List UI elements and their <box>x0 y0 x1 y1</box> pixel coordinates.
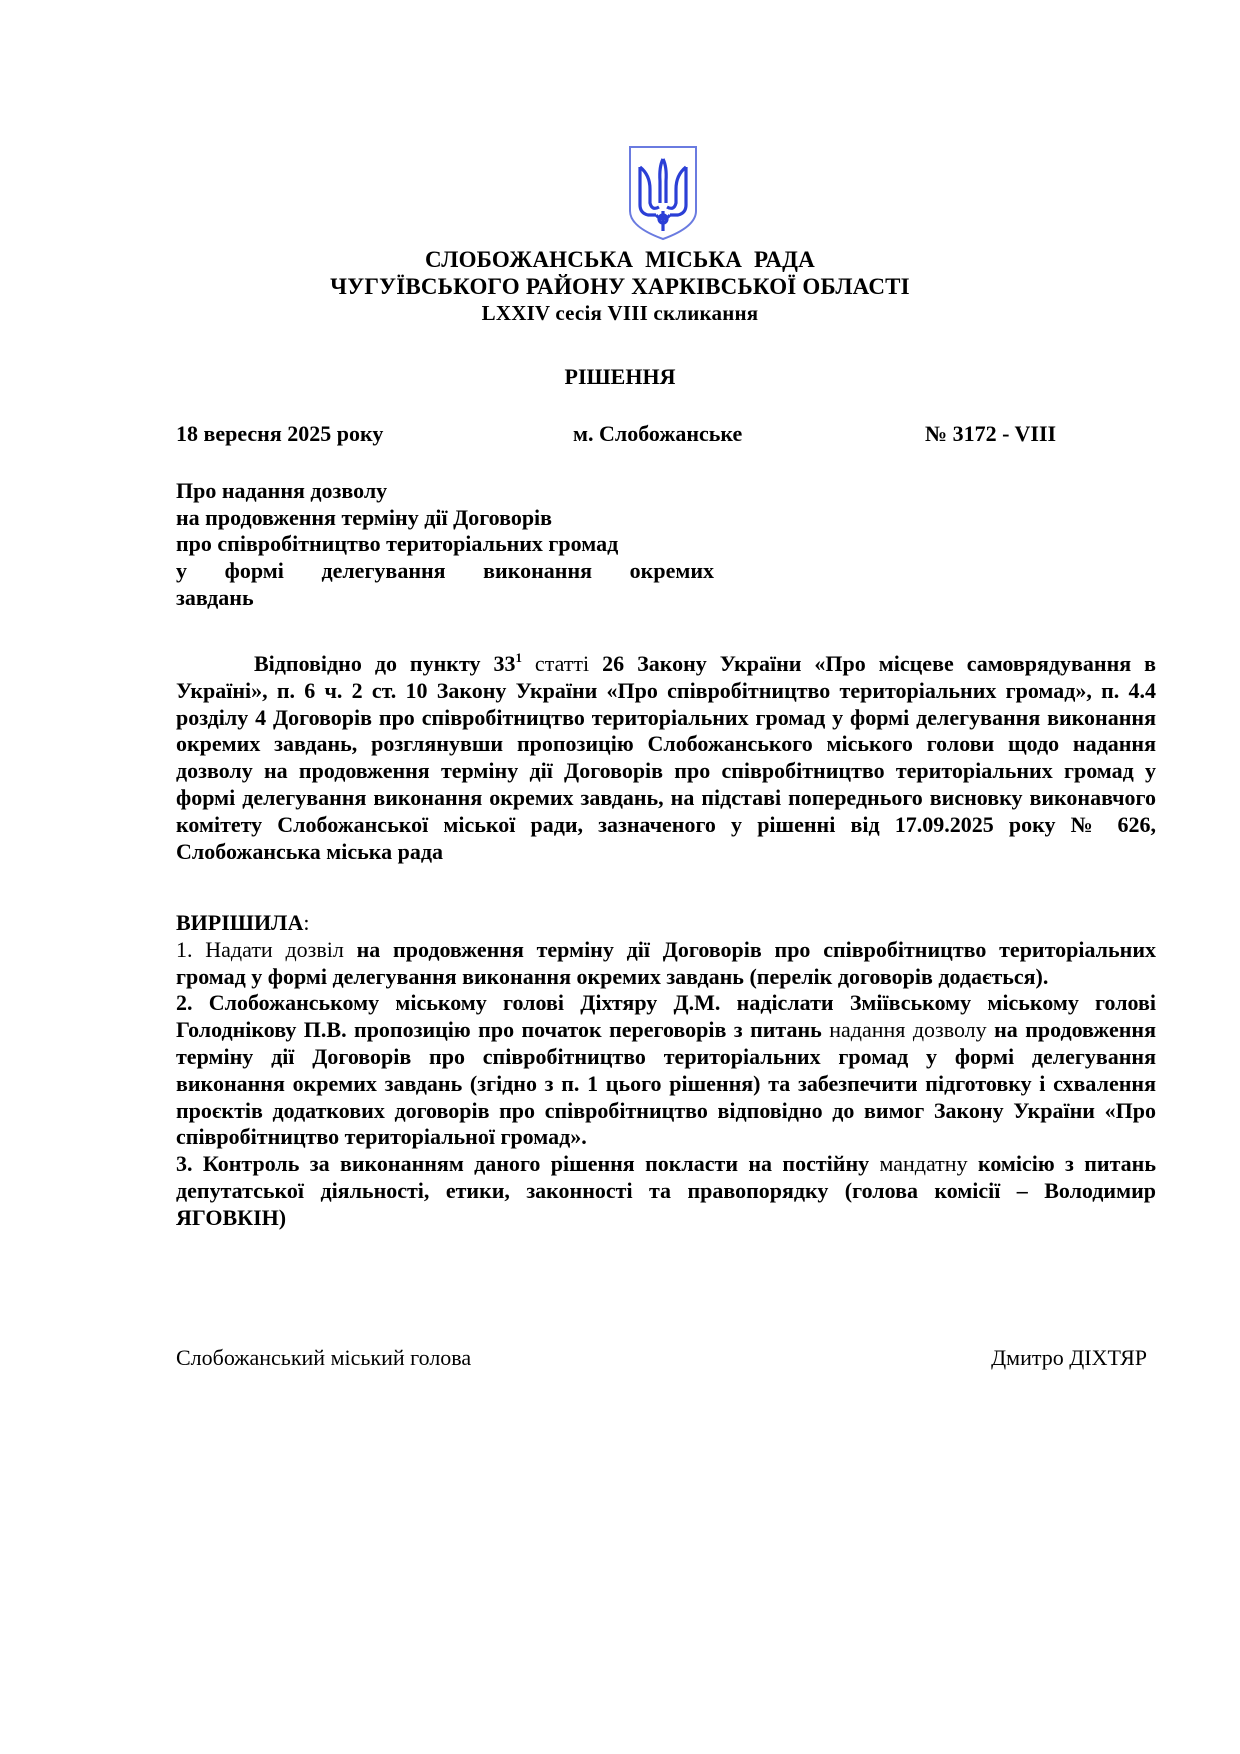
resolution-item-2 <box>176 990 1156 1151</box>
item-text: мандатну <box>879 1151 968 1177</box>
resolved-section <box>176 910 1156 1232</box>
preamble-text: статті <box>521 651 603 676</box>
trident-coat-of-arms-icon <box>628 145 698 241</box>
signatory-position: Слобожанський міський голова <box>176 1345 472 1370</box>
district-region: ЧУГУЇВСЬКОГО РАЙОНУ ХАРКІВСЬКОЇ ОБЛАСТІ <box>330 274 910 299</box>
council-name: СЛОБОЖАНСЬКА МІСЬКА РАДА <box>425 247 815 272</box>
decision-subject <box>176 478 714 612</box>
subject-line: про співробітництво територіальних громад <box>176 531 619 557</box>
decision-place: м. Слобожанське <box>573 421 743 446</box>
item-text: на продовження терміну дії Договорів про співробітництво територіальних громад у формі делегування виконання окремих завдань (перелік договорів додається). <box>176 936 1156 989</box>
resolved-heading <box>176 910 1156 937</box>
item-text: 3. Контроль за виконанням даного рішення покласти на постійну <box>176 1151 880 1177</box>
signatory-name: Дмитро ДІХТЯР <box>991 1345 1147 1370</box>
item-text: на продовження терміну дії Договорів про співробітництво територіальних громад у формі делегування виконання окремих завдань (згідно з п. 1 цього рішення) та забезпечити підготовку і схвалення проєктів додаткових договорів про співробітництво відповідно до вимог Закону України «Про співробітництво територіальної громад». <box>176 1017 1156 1150</box>
preamble-paragraph <box>176 651 1156 865</box>
preamble-text: 26 Закону України «Про місцеве самоврядування в Україні», п. 6 ч. 2 ст. 10 Закону України «Про співробітництво територіальних громад», п. 4.4 розділу 4 Договорів про співробітництво територіальних громад у формі делегування виконання окремих завдань, розглянувши пропозицію Слобожанського міського голови щодо надання дозволу на продовження терміну дії Договорів про співробітництво територіальних громад у формі делегування виконання окремих завдань, на підставі попереднього висновку виконавчого комітету Слобожанської міської ради, зазначеного у рішенні від 17.09.2025 року № 626, Слобожанська міська рада <box>176 651 1157 864</box>
superscript: 1 <box>515 650 522 665</box>
item-text: надання дозволу <box>829 1017 987 1043</box>
subject-line: у формі делегування виконання окремих <box>176 558 714 584</box>
decision-number: № 3172 - VIII <box>925 421 1057 446</box>
subject-line: завдань <box>176 584 254 610</box>
subject-line: на продовження терміну дії Договорів <box>176 504 553 530</box>
document-title: РІШЕННЯ <box>564 364 676 389</box>
preamble-text: Відповідно до пункту 33 <box>254 651 516 676</box>
resolved-heading-text: ВИРІШИЛА <box>176 910 304 935</box>
session-info: LXXIV сесія VIII скликання <box>481 301 759 325</box>
subject-line: Про надання дозволу <box>176 478 388 503</box>
item-text: 1. Надати дозвіл <box>176 936 357 962</box>
colon: : <box>303 910 310 935</box>
item-text: комісію з питань депутатської діяльності, етики, законності та правопорядку (голова комісії – Володимир ЯГОВКІН) <box>176 1151 1156 1230</box>
resolution-item-1 <box>176 937 1156 991</box>
decision-date: 18 вересня 2025 року <box>176 421 384 446</box>
resolution-item-3 <box>176 1151 1156 1231</box>
item-text: 2. Слобожанському міському голові Діхтяру Д.М. надіслати Зміївському міському голові Голоднікову П.В. пропозицію про початок переговорів з питань <box>176 990 1156 1043</box>
